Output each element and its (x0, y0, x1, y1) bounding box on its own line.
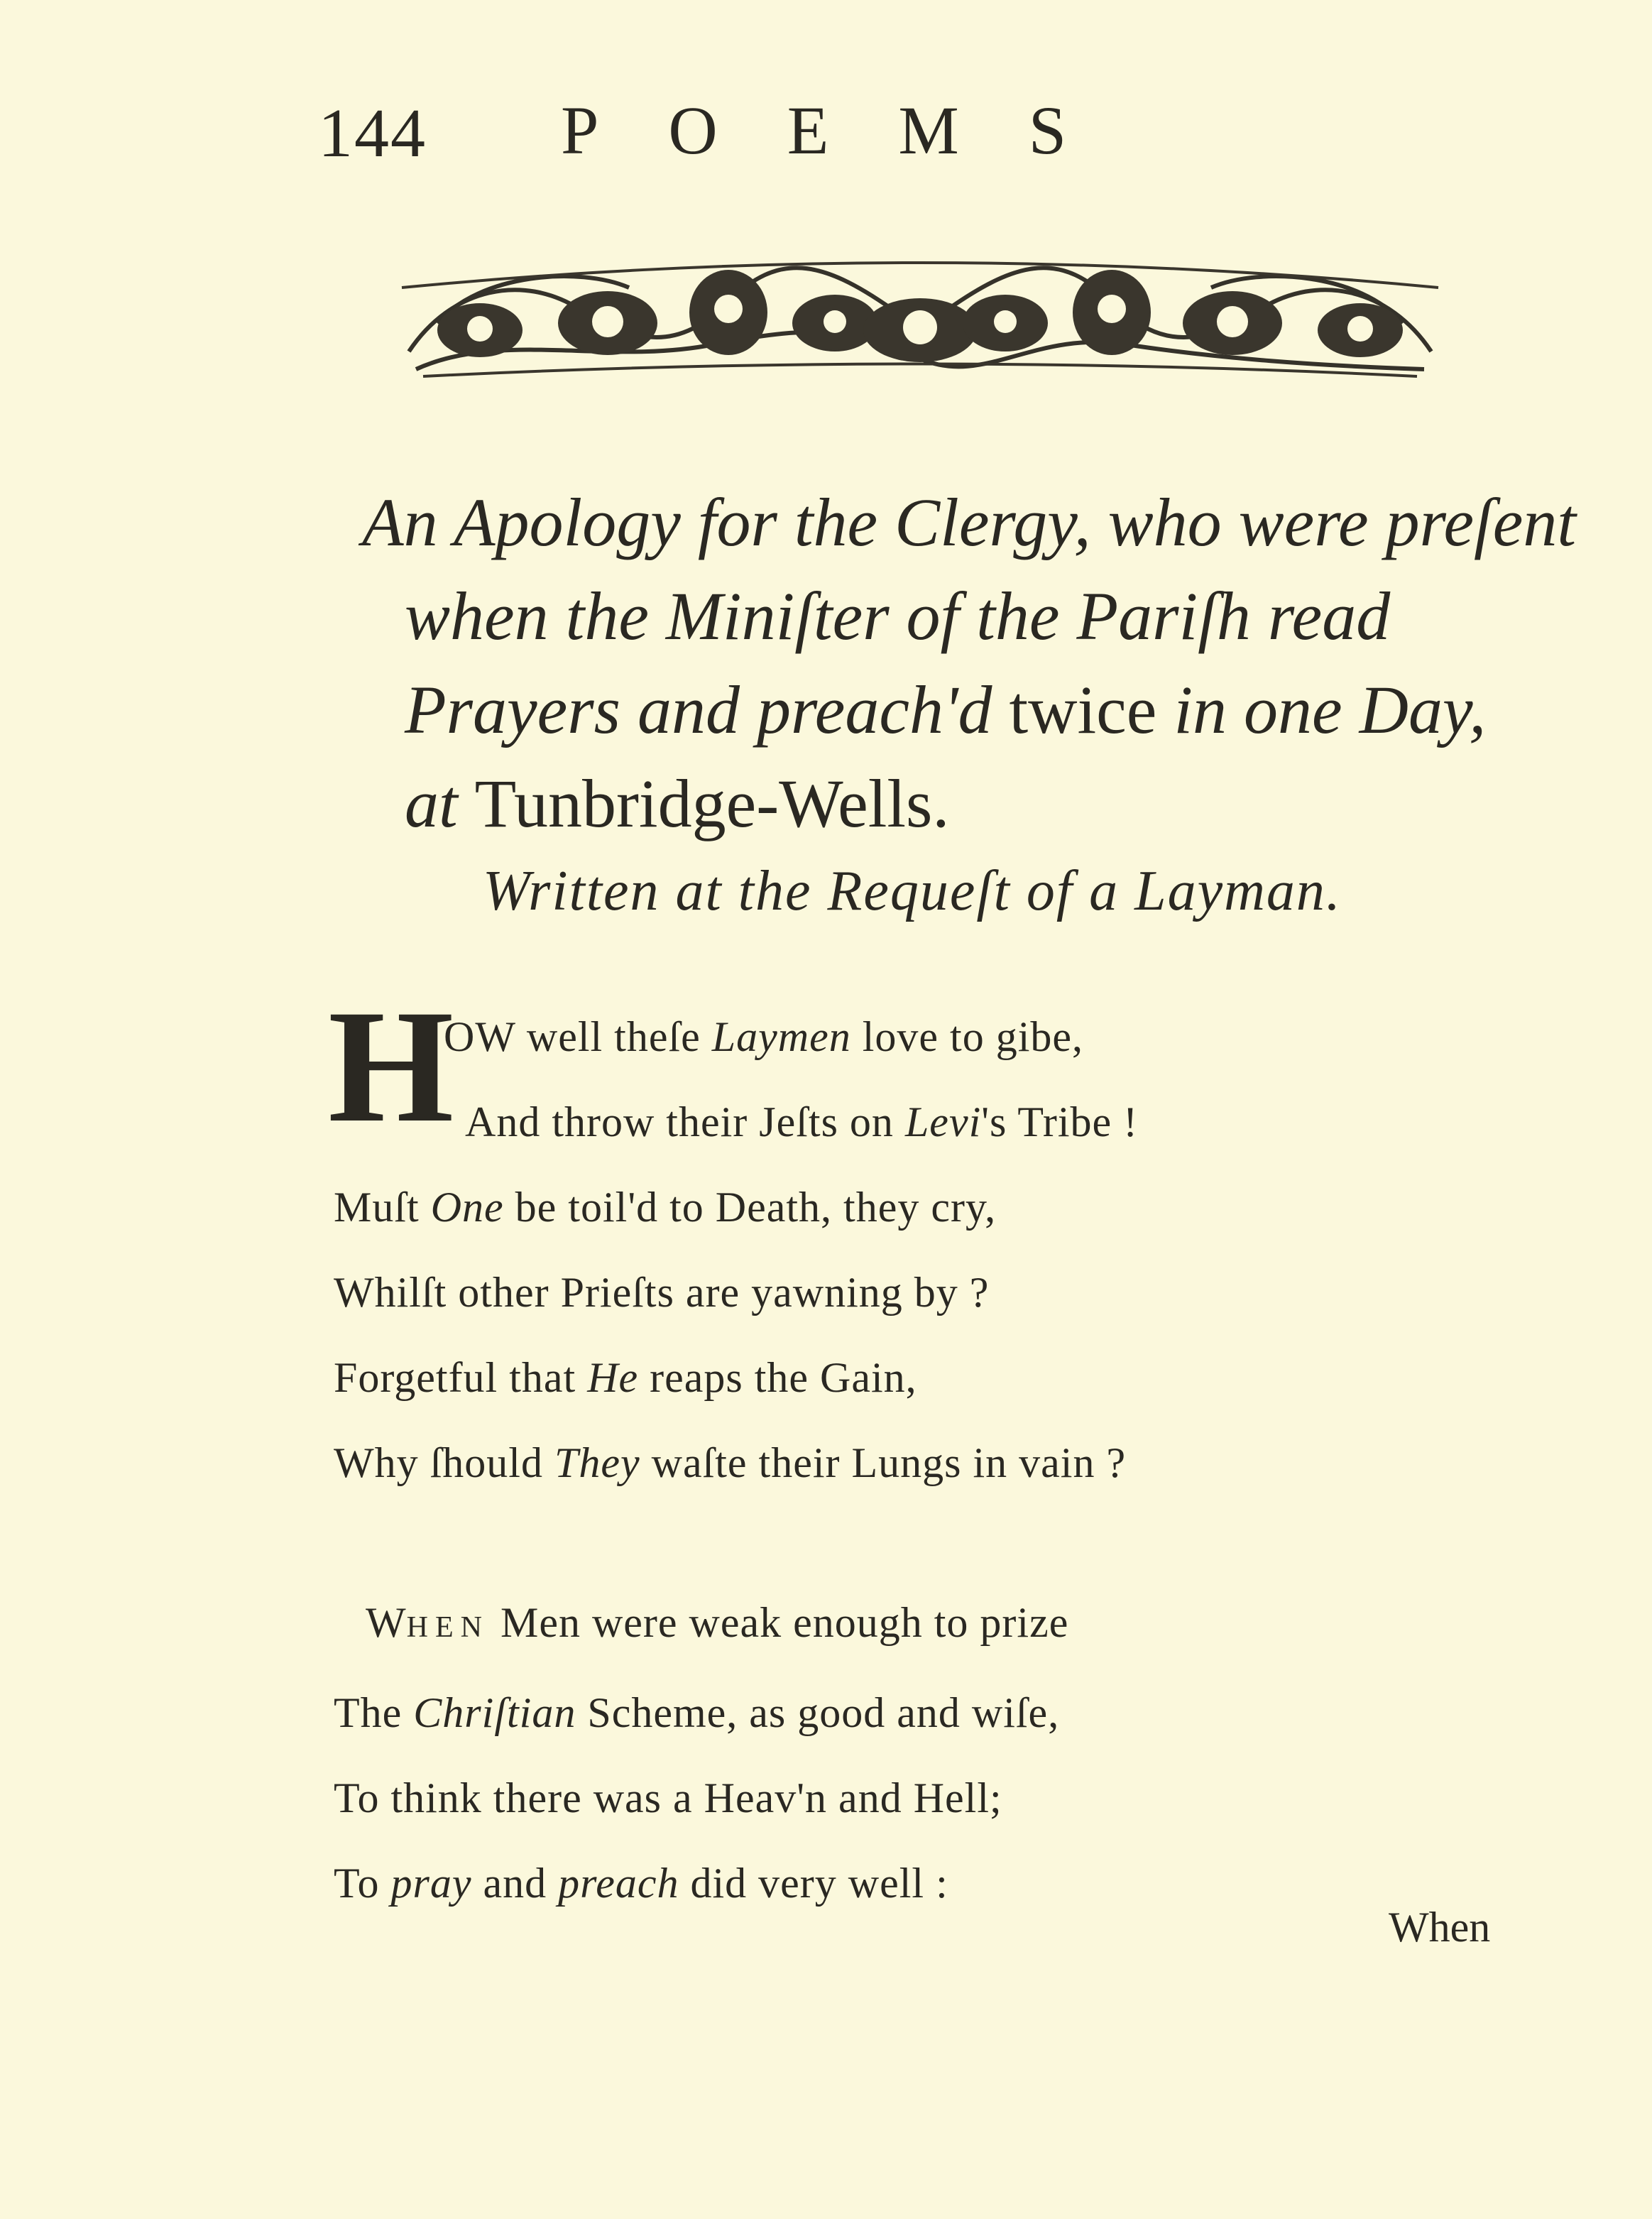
verse-line: WHEN Men were weak enough to prize (366, 1599, 1069, 1646)
verse-line: Why ſhould They waſte their Lungs in vain ? (334, 1439, 1127, 1486)
verse-line: Whilſt other Prieſts are yawning by ? (334, 1269, 990, 1316)
verse-line: OW well theſe Laymen love to gibe, (444, 1013, 1084, 1060)
catchword: When (1389, 1904, 1491, 1951)
title-line-3: Prayers and preach'd twice in one Day, (405, 672, 1487, 748)
subtitle: Written at the Requeſt of a Layman. (483, 860, 1342, 922)
stanza-1 (334, 1165, 1126, 1505)
verse-line: And throw their Jeſts on Levi's Tribe ! (465, 1098, 1139, 1145)
page-number: 144 (318, 95, 427, 172)
drop-cap: H (328, 977, 454, 1156)
headpiece-ornament-icon (395, 245, 1445, 380)
verse-line: Forgetful that He reaps the Gain, (334, 1354, 917, 1401)
title-line-2: when the Miniſter of the Pariſh read (405, 578, 1391, 654)
poem-title (362, 476, 1576, 851)
title-line-1: An Apology for the Clergy, who were preſent (362, 484, 1576, 560)
verse-line: The Chriſtian Scheme, as good and wiſe, (334, 1689, 1060, 1736)
title-line-4: at Tunbridge-Wells. (405, 765, 950, 841)
stanza-1-opening (444, 994, 1138, 1165)
stanza-2 (334, 1580, 1068, 1926)
running-head: POEMS (561, 92, 1137, 168)
verse-line: To pray and preach did very well : (334, 1860, 948, 1907)
verse-line: Muſt One be toil'd to Death, they cry, (334, 1184, 997, 1231)
verse-line: To think there was a Heav'n and Hell; (334, 1774, 1002, 1821)
